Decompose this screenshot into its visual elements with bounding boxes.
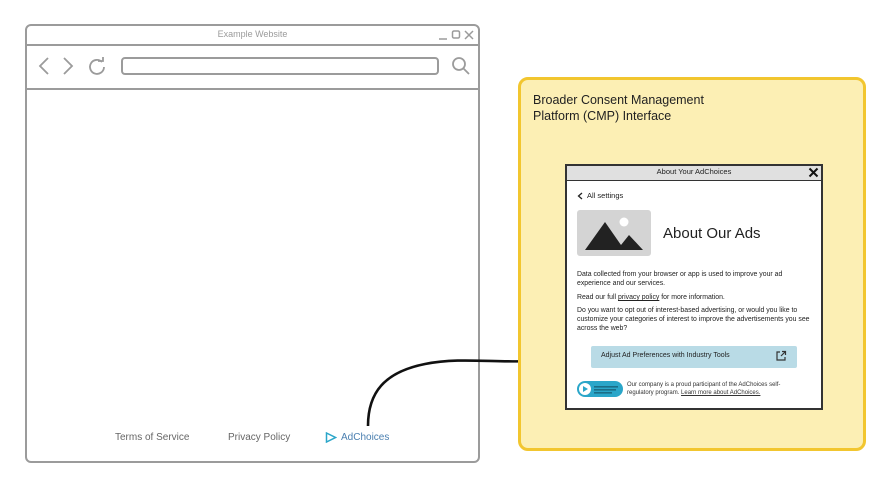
modal-close-icon[interactable] [808, 167, 819, 178]
image-placeholder-icon [577, 210, 651, 256]
opt-out-question: Do you want to opt out of interest-based advertising, or would you like to customize your categories of interest to improve the advertisements you see across the web? [577, 307, 810, 332]
cmp-title-line2: Platform (CMP) Interface [533, 109, 672, 123]
browser-title: Example Website [217, 29, 288, 39]
adchoices-logo [577, 381, 623, 397]
adchoices-program-text: Our company is a proud participant of the AdChoices self-regulatory program. Learn more about AdChoices. [627, 382, 781, 396]
privacy-policy-text: Read our full privacy policy for more information. [577, 294, 725, 301]
learn-more-link[interactable]: Learn more about AdChoices. [681, 390, 761, 396]
privacy-link[interactable]: Privacy Policy [228, 432, 291, 443]
modal-header [567, 166, 821, 181]
back-label: All settings [587, 191, 624, 200]
cmp-title-line1: Broader Consent Management [533, 93, 704, 107]
about-ads-heading: About Our Ads [663, 225, 761, 242]
adchoices-label: AdChoices [341, 432, 390, 443]
adjust-preferences-label: Adjust Ad Preferences with Industry Tools [601, 352, 730, 359]
cmp-panel [518, 77, 866, 451]
privacy-policy-link[interactable]: privacy policy [617, 294, 660, 301]
adchoices-modal [565, 164, 823, 410]
adjust-preferences-button[interactable] [591, 346, 797, 368]
cmp-title [533, 92, 704, 124]
data-collection-text: Data collected from your browser or app is used to improve your ad experience and our services. [577, 271, 783, 287]
modal-title: About Your AdChoices [656, 167, 732, 176]
chevron-left-icon [577, 192, 583, 200]
terms-link[interactable]: Terms of Service [115, 432, 190, 443]
back-to-settings[interactable] [577, 191, 623, 200]
external-link-icon [775, 350, 787, 362]
